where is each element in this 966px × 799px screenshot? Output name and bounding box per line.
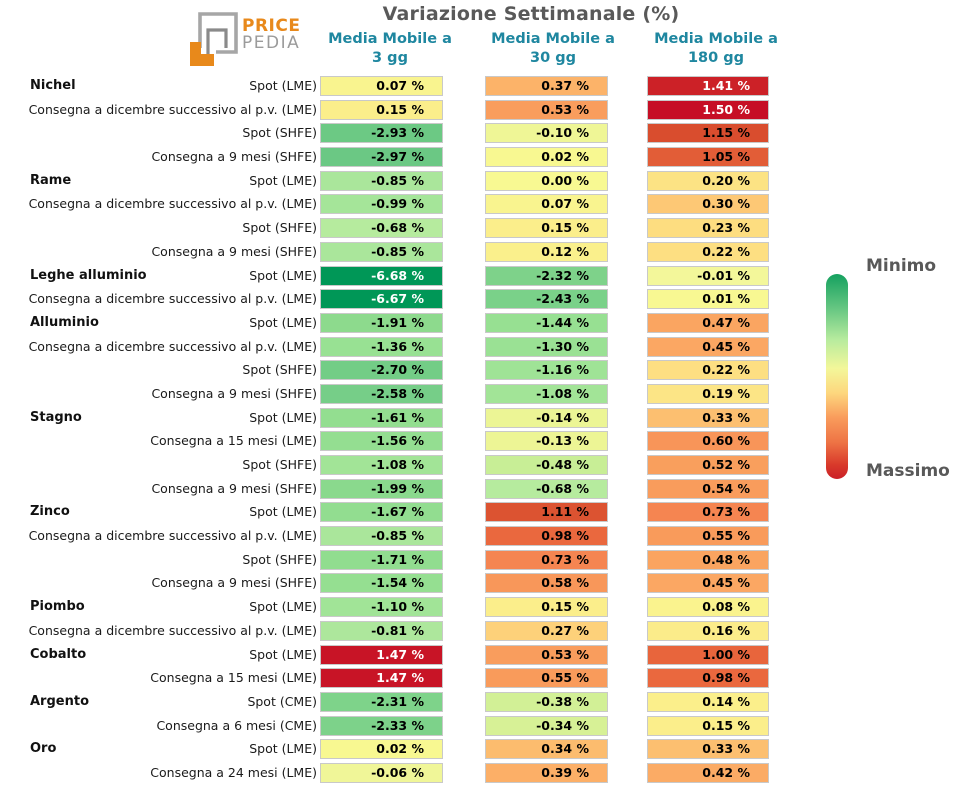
table-row [0, 550, 966, 570]
column-header-180gg: Media Mobile a 180 gg [654, 31, 778, 66]
row-label: Spot (CME) [247, 693, 317, 709]
heatmap-cell: 0.48 % [647, 550, 769, 570]
row-label: Consegna a dicembre successivo al p.v. (LME) [28, 528, 317, 544]
heatmap-cell: -1.36 % [320, 337, 443, 357]
table-row [0, 266, 966, 286]
legend-max-label: Massimo [866, 461, 950, 481]
heatmap-cell: 0.22 % [647, 360, 769, 380]
heatmap-cell: 0.42 % [647, 763, 769, 783]
table-row [0, 763, 966, 783]
heatmap-cell: 0.07 % [485, 194, 608, 214]
heatmap-cell: -1.44 % [485, 313, 608, 333]
chart-title: Variazione Settimanale (%) [382, 3, 680, 25]
row-label: Spot (LME) [249, 172, 317, 188]
table-row [0, 668, 966, 688]
row-label: Spot (SHFE) [242, 551, 317, 567]
heatmap-cell: 0.15 % [485, 218, 608, 238]
heatmap-cell: 0.27 % [485, 621, 608, 641]
row-label: Spot (SHFE) [242, 125, 317, 141]
heatmap-cell: -0.85 % [320, 526, 443, 546]
row-label: Consegna a dicembre successivo al p.v. (LME) [28, 196, 317, 212]
heatmap-cell: 0.53 % [485, 100, 608, 120]
heatmap-cell: -1.67 % [320, 502, 443, 522]
heatmap-cell: 0.58 % [485, 573, 608, 593]
heatmap-cell: -0.85 % [320, 171, 443, 191]
heatmap-cell: 0.55 % [485, 668, 608, 688]
heatmap-cell: 0.98 % [485, 526, 608, 546]
table-row [0, 100, 966, 120]
group-label-stagno: Stagno [30, 409, 82, 425]
heatmap-cell: 0.73 % [647, 502, 769, 522]
table-row [0, 526, 966, 546]
heatmap-cell: 1.15 % [647, 123, 769, 143]
heatmap-cell: 0.07 % [320, 76, 443, 96]
row-label: Spot (LME) [249, 599, 317, 615]
heatmap-cell: -0.13 % [485, 431, 608, 451]
row-label: Consegna a dicembre successivo al p.v. (LME) [28, 291, 317, 307]
heatmap-cell: -1.16 % [485, 360, 608, 380]
table-row [0, 573, 966, 593]
logo-word-pedia: PEDIA [242, 33, 301, 53]
heatmap-cell: -2.93 % [320, 123, 443, 143]
table-row [0, 242, 966, 262]
heatmap-cell: 0.15 % [320, 100, 443, 120]
table-row [0, 337, 966, 357]
group-label-cobalto: Cobalto [30, 646, 87, 662]
heatmap-cell: 0.15 % [485, 597, 608, 617]
row-label: Consegna a dicembre successivo al p.v. (LME) [28, 338, 317, 354]
heatmap-cell: 1.47 % [320, 645, 443, 665]
table-row [0, 502, 966, 522]
heatmap-cell: -2.33 % [320, 716, 443, 736]
heatmap-cell: 0.30 % [647, 194, 769, 214]
table-row [0, 455, 966, 475]
table-row [0, 479, 966, 499]
column-header-30gg: Media Mobile a 30 gg [491, 31, 615, 66]
heatmap-cell: 0.12 % [485, 242, 608, 262]
row-label: Consegna a dicembre successivo al p.v. (LME) [28, 622, 317, 638]
heatmap-cell: 0.15 % [647, 716, 769, 736]
row-label: Spot (SHFE) [242, 362, 317, 378]
heatmap-cell: 1.47 % [320, 668, 443, 688]
heatmap-cell: 0.45 % [647, 337, 769, 357]
heatmap-cell: 0.16 % [647, 621, 769, 641]
table-row [0, 123, 966, 143]
heatmap-cell: -0.68 % [485, 479, 608, 499]
heatmap-cell: -0.06 % [320, 763, 443, 783]
logo-word-price: PRICE [242, 16, 301, 36]
row-label: Consegna a 24 mesi (LME) [150, 764, 317, 780]
heatmap-cell: -1.99 % [320, 479, 443, 499]
heatmap-cell: -1.08 % [320, 455, 443, 475]
heatmap-cell: 1.11 % [485, 502, 608, 522]
row-label: Spot (LME) [249, 646, 317, 662]
heatmap-cell: 0.55 % [647, 526, 769, 546]
group-label-rame: Rame [30, 172, 72, 188]
group-label-zinco: Zinco [30, 504, 70, 520]
heatmap-cell: -2.70 % [320, 360, 443, 380]
row-label: Spot (LME) [249, 314, 317, 330]
group-label-oro: Oro [30, 741, 57, 757]
heatmap-cell: -1.61 % [320, 408, 443, 428]
heatmap-cell: 0.01 % [647, 289, 769, 309]
table-row [0, 289, 966, 309]
legend-min-label: Minimo [866, 256, 937, 276]
row-label: Consegna a dicembre successivo al p.v. (LME) [28, 101, 317, 117]
heatmap-cell: 0.14 % [647, 692, 769, 712]
group-label-alluminio: Alluminio [30, 314, 99, 330]
heatmap-cell: -1.08 % [485, 384, 608, 404]
row-label: Spot (LME) [249, 741, 317, 757]
heatmap-cell: 0.54 % [647, 479, 769, 499]
row-label: Consegna a 9 mesi (SHFE) [151, 480, 317, 496]
heatmap-cell: 0.23 % [647, 218, 769, 238]
heatmap-cell: 1.00 % [647, 645, 769, 665]
heatmap-cell: -1.91 % [320, 313, 443, 333]
table-row [0, 360, 966, 380]
heatmap-cell: 0.45 % [647, 573, 769, 593]
heatmap-cell: -0.68 % [320, 218, 443, 238]
table-row [0, 431, 966, 451]
heatmap-cell: 0.02 % [485, 147, 608, 167]
heatmap-cell: -0.14 % [485, 408, 608, 428]
heatmap-cell: -0.85 % [320, 242, 443, 262]
table-row [0, 313, 966, 333]
table-row [0, 408, 966, 428]
heatmap-cell: -0.48 % [485, 455, 608, 475]
heatmap-cell: -0.01 % [647, 266, 769, 286]
heatmap-cell: -0.34 % [485, 716, 608, 736]
heatmap-cell: 0.39 % [485, 763, 608, 783]
heatmap-cell: -1.54 % [320, 573, 443, 593]
group-label-argento: Argento [30, 693, 89, 709]
heatmap-cell: 0.08 % [647, 597, 769, 617]
table-row [0, 76, 966, 96]
row-label: Consegna a 6 mesi (CME) [156, 717, 317, 733]
row-label: Spot (SHFE) [242, 457, 317, 472]
heatmap-cell: -0.81 % [320, 621, 443, 641]
column-header-3gg: Media Mobile a 3 gg [328, 31, 452, 66]
row-label: Spot (LME) [249, 267, 317, 283]
table-row [0, 384, 966, 404]
heatmap-cell: 0.02 % [320, 739, 443, 759]
heatmap-cell: 0.60 % [647, 431, 769, 451]
heatmap-cell: -1.10 % [320, 597, 443, 617]
heatmap-cell: -2.58 % [320, 384, 443, 404]
heatmap-cell: 0.37 % [485, 76, 608, 96]
heatmap-cell: 0.47 % [647, 313, 769, 333]
heatmap-cell: 0.19 % [647, 384, 769, 404]
heatmap-cell: -2.32 % [485, 266, 608, 286]
row-label: Spot (LME) [249, 78, 317, 93]
heatmap-cell: 1.50 % [647, 100, 769, 120]
table-row [0, 147, 966, 167]
group-label-piombo: Piombo [30, 599, 85, 615]
table-row [0, 621, 966, 641]
heatmap-cell: 1.41 % [647, 76, 769, 96]
table-row [0, 218, 966, 238]
heatmap-cell: 0.53 % [485, 645, 608, 665]
row-label: Consegna a 9 mesi (SHFE) [151, 385, 317, 401]
heatmap-cell: 0.20 % [647, 171, 769, 191]
table-row [0, 716, 966, 736]
heatmap-cell: 0.34 % [485, 739, 608, 759]
heatmap-cell: -1.56 % [320, 431, 443, 451]
heatmap-cell: 0.33 % [647, 739, 769, 759]
table-row [0, 194, 966, 214]
heatmap-cell: -1.30 % [485, 337, 608, 357]
row-label: Spot (LME) [249, 409, 317, 425]
row-label: Spot (LME) [249, 504, 317, 520]
row-label: Consegna a 15 mesi (LME) [150, 433, 317, 449]
heatmap-cell: 0.73 % [485, 550, 608, 570]
row-label: Consegna a 9 mesi (SHFE) [151, 575, 317, 591]
row-label: Consegna a 15 mesi (LME) [150, 670, 317, 686]
heatmap-cell: 0.22 % [647, 242, 769, 262]
heatmap-cell: -0.99 % [320, 194, 443, 214]
row-label: Consegna a 9 mesi (SHFE) [151, 149, 317, 165]
heatmap-table [0, 76, 966, 783]
heatmap-cell: -2.97 % [320, 147, 443, 167]
table-row [0, 597, 966, 617]
heatmap-cell: -6.68 % [320, 266, 443, 286]
heatmap-cell: 1.05 % [647, 147, 769, 167]
group-label-leghe-alluminio: Leghe alluminio [30, 267, 147, 283]
heatmap-cell: -0.38 % [485, 692, 608, 712]
table-row [0, 739, 966, 759]
table-row [0, 645, 966, 665]
color-scale-bar [826, 274, 848, 479]
group-label-nichel: Nichel [30, 78, 76, 93]
heatmap-cell: -2.31 % [320, 692, 443, 712]
table-row [0, 171, 966, 191]
heatmap-cell: 0.33 % [647, 408, 769, 428]
heatmap-cell: 0.52 % [647, 455, 769, 475]
heatmap-cell: 0.98 % [647, 668, 769, 688]
heatmap-cell: -6.67 % [320, 289, 443, 309]
heatmap-cell: 0.00 % [485, 171, 608, 191]
row-label: Spot (SHFE) [242, 220, 317, 236]
heatmap-cell: -2.43 % [485, 289, 608, 309]
table-row [0, 692, 966, 712]
heatmap-cell: -1.71 % [320, 550, 443, 570]
row-label: Consegna a 9 mesi (SHFE) [151, 243, 317, 259]
heatmap-cell: -0.10 % [485, 123, 608, 143]
